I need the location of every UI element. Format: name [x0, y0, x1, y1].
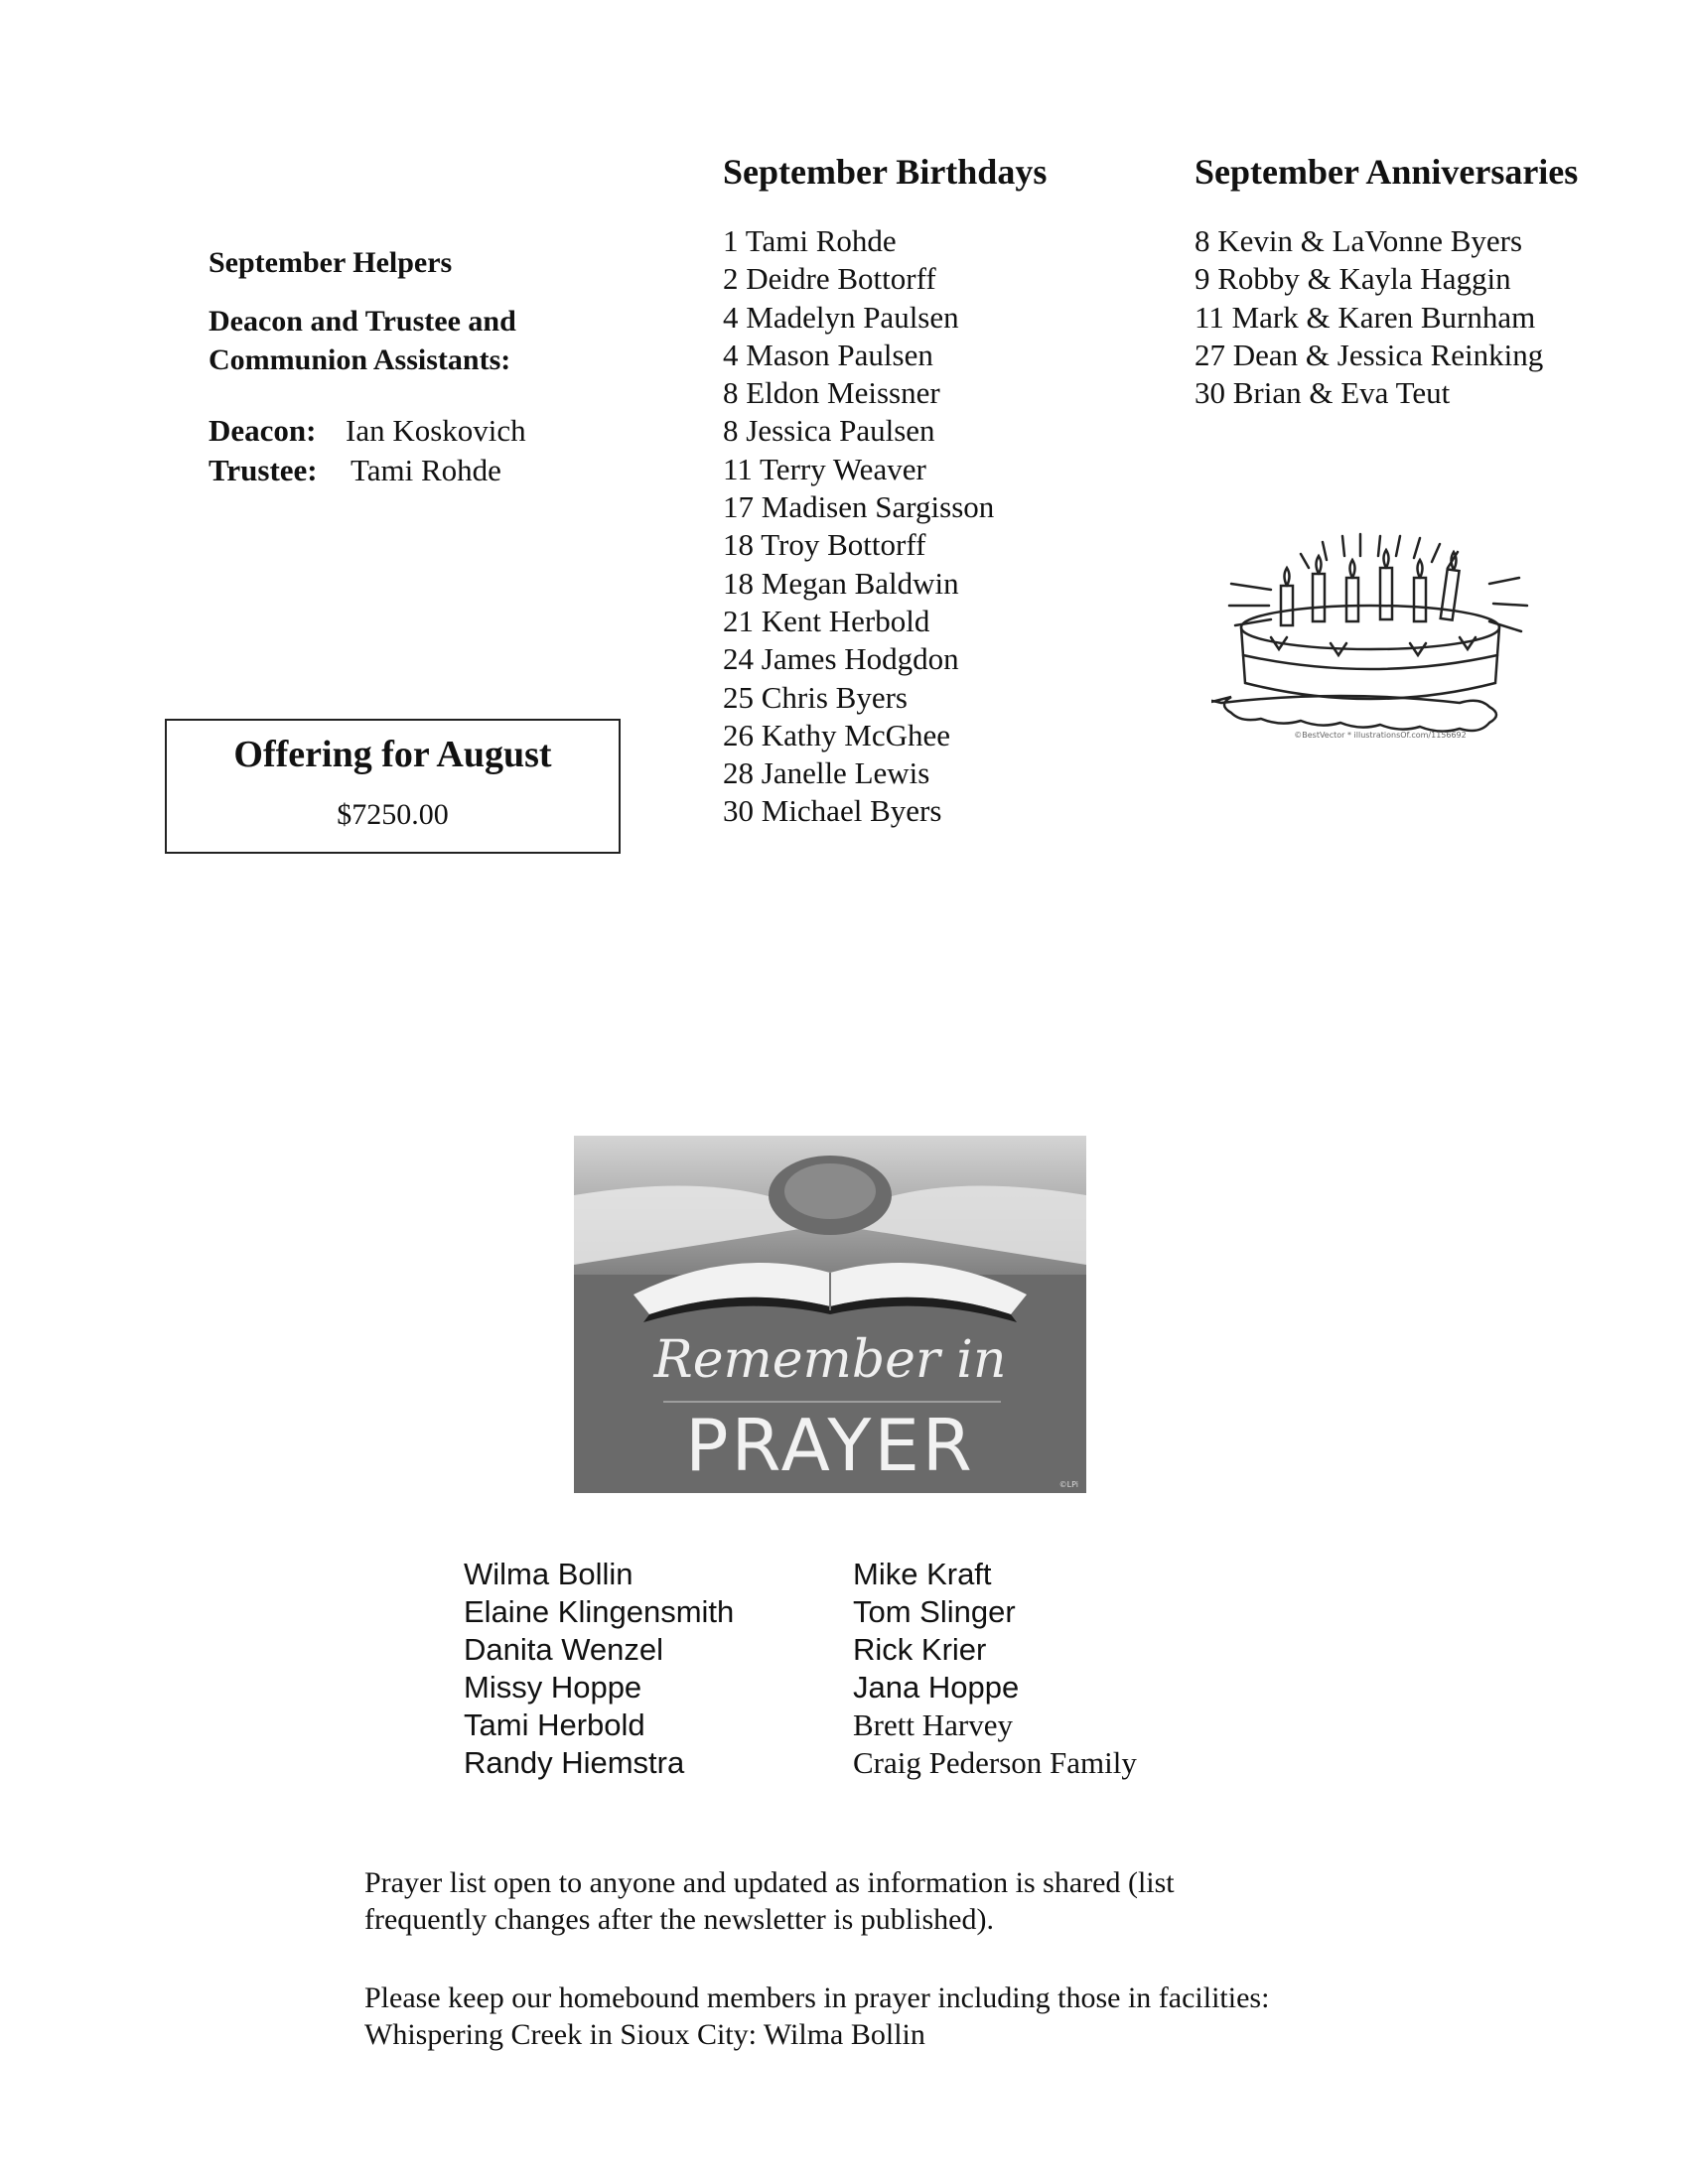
- anniversaries-title: September Anniversaries: [1195, 152, 1579, 192]
- birthday-item: 11 Terry Weaver: [723, 451, 926, 486]
- birthday-item: 4 Mason Paulsen: [723, 337, 933, 372]
- birthday-item: 28 Janelle Lewis: [723, 755, 930, 791]
- offering-amount: $7250.00: [337, 798, 449, 831]
- prayer-list-left: [464, 1556, 734, 1782]
- prayer-list-right: [853, 1556, 1137, 1782]
- birthday-item: 4 Madelyn Paulsen: [723, 299, 959, 335]
- prayer-name: Rick Krier: [853, 1632, 987, 1667]
- prayer-image-copyright: ©LPi: [1058, 1480, 1078, 1489]
- anniversary-item: 9 Robby & Kayla Haggin: [1195, 261, 1511, 297]
- deacon-name: Ian Koskovich: [346, 413, 526, 448]
- homebound-note: [364, 1979, 1269, 2053]
- trustee-label: Trustee:: [209, 453, 318, 487]
- birthdays-title: September Birthdays: [723, 152, 1048, 192]
- homebound-note-line2: Whispering Creek in Sioux City: Wilma Bollin: [364, 2018, 925, 2051]
- birthday-cake-image: [1211, 516, 1549, 747]
- anniversary-item: 27 Dean & Jessica Reinking: [1195, 337, 1544, 372]
- trustee-row: [209, 451, 655, 490]
- prayer-name: Tom Slinger: [853, 1594, 1016, 1629]
- prayer-name: Elaine Klingensmith: [464, 1594, 735, 1629]
- offering-title: Offering for August: [233, 734, 552, 775]
- offering-box: [165, 719, 621, 854]
- birthday-list: [723, 222, 994, 831]
- prayer-name: Randy Hiemstra: [464, 1745, 685, 1780]
- helpers-section: [209, 246, 655, 490]
- prayer-name: Tami Herbold: [464, 1707, 645, 1742]
- deacon-row: [209, 411, 655, 451]
- prayer-note-line1: Prayer list open to anyone and updated as information is shared (list: [364, 1866, 1175, 1899]
- prayer-note-line2: frequently changes after the newsletter is published).: [364, 1903, 994, 1936]
- birthday-item: 26 Kathy McGhee: [723, 717, 950, 752]
- anniversary-item: 8 Kevin & LaVonne Byers: [1195, 223, 1523, 258]
- anniversary-list: [1195, 222, 1543, 412]
- birthday-item: 8 Jessica Paulsen: [723, 413, 935, 449]
- prayer-big-text: PRAYER: [685, 1404, 975, 1487]
- birthday-item: 8 Eldon Meissner: [723, 375, 940, 411]
- prayer-name: Missy Hoppe: [464, 1670, 642, 1705]
- birthday-item: 25 Chris Byers: [723, 679, 908, 715]
- birthday-item: 1 Tami Rohde: [723, 223, 897, 258]
- birthday-item: 2 Deidre Bottorff: [723, 261, 936, 297]
- helpers-title: September Helpers: [209, 246, 453, 279]
- birthday-item: 30 Michael Byers: [723, 793, 942, 829]
- prayer-script-text: Remember in: [653, 1330, 1007, 1390]
- helpers-subtitle: [209, 302, 655, 379]
- prayer-name: Brett Harvey: [853, 1707, 1013, 1742]
- prayer-name: Jana Hoppe: [853, 1670, 1020, 1705]
- deacon-label: Deacon:: [209, 413, 317, 448]
- remember-in-prayer-image: [574, 1136, 1086, 1493]
- birthday-item: 18 Megan Baldwin: [723, 565, 959, 601]
- prayer-name: Mike Kraft: [853, 1557, 992, 1591]
- prayer-name: Craig Pederson Family: [853, 1745, 1137, 1780]
- trustee-name: Tami Rohde: [351, 453, 501, 487]
- birthday-item: 18 Troy Bottorff: [723, 527, 926, 563]
- birthday-item: 17 Madisen Sargisson: [723, 489, 995, 525]
- cake-image-credit: ©BestVector * illustrationsOf.com/1156692: [1294, 731, 1467, 740]
- birthday-item: 21 Kent Herbold: [723, 603, 930, 638]
- anniversary-item: 11 Mark & Karen Burnham: [1195, 299, 1536, 335]
- helpers-subtitle-line2: Communion Assistants:: [209, 343, 511, 376]
- homebound-note-line1: Please keep our homebound members in prayer including those in facilities:: [364, 1981, 1270, 2014]
- anniversary-item: 30 Brian & Eva Teut: [1195, 375, 1451, 411]
- prayer-name: Danita Wenzel: [464, 1632, 664, 1667]
- cake-icon: [1211, 516, 1549, 747]
- birthday-item: 24 James Hodgdon: [723, 641, 959, 677]
- prayer-list-note: [364, 1864, 1175, 1938]
- prayer-name: Wilma Bollin: [464, 1557, 633, 1591]
- helpers-subtitle-line1: Deacon and Trustee and: [209, 305, 516, 338]
